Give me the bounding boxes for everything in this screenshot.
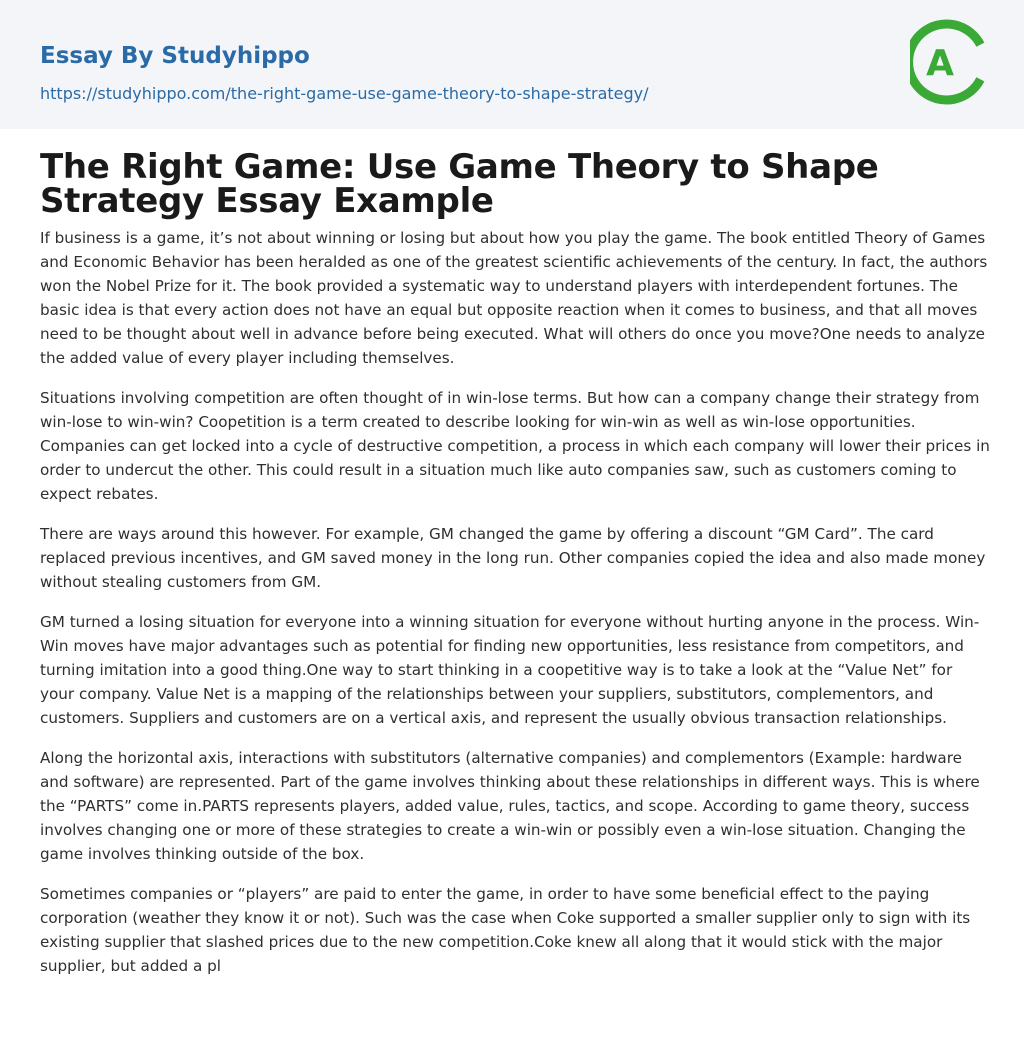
- article-paragraph-1: If business is a game, it’s not about winning or losing but about how you play the game. The book entitled Theory of Games and Economic Behavior has been heralded as one of the greatest scientific achievements of the century. In fact, the authors won the Nobel Prize for it. The book provided a systematic way to understand players with interdependent fortunes. The basic idea is that every action does not have an equal but opposite reaction when it comes to business, and that all moves need to be thought about well in advance before being executed. What will others do once you move?One needs to analyze the added value of every player including themselves.: [40, 229, 988, 367]
- source-url-link[interactable]: https://studyhippo.com/the-right-game-use-game-theory-to-shape-strategy/: [40, 84, 649, 103]
- article-paragraph-5: Along the horizontal axis, interactions with substitutors (alternative companies) and complementors (Example: hardware and software) are represented. Part of the game involves thinking about these relationships in different ways. This is where the “PARTS” come in.PARTS represents players, added value, rules, tactics, and scope. According to game theory, success involves changing one or more of these strategies to create a win-win or possibly even a win-lose situation. Changing the game involves thinking outside of the box.: [40, 749, 980, 863]
- site-header: [0, 0, 1024, 129]
- studyhippo-logo-icon: [910, 18, 988, 106]
- article: [40, 147, 990, 994]
- article-paragraph-6: Sometimes companies or “players” are paid to enter the game, in order to have some beneficial effect to the paying corporation (weather they know it or not). Such was the case when Coke supported a smaller supplier only to sign with its existing supplier that slashed prices due to the new competition.Coke knew all along that it would stick with the major supplier, but added a pl: [40, 885, 971, 975]
- article-paragraph-4: GM turned a losing situation for everyone into a winning situation for everyone without hurting anyone in the process. Win-Win moves have major advantages such as potential for finding new opportunities, less resistance from competitors, and turning imitation into a good thing.One way to start thinking in a coopetitive way is to take a look at the “Value Net” for your company. Value Net is a mapping of the relationships between your suppliers, substitutors, complementors, and customers. Suppliers and customers are on a vertical axis, and represent the usually obvious transaction relationships.: [40, 613, 980, 727]
- brand-title: Essay By Studyhippo: [40, 43, 310, 69]
- article-paragraph-3: There are ways around this however. For example, GM changed the game by offering a discount “GM Card”. The card replaced previous incentives, and GM saved money in the long run. Other companies copied the idea and also made money without stealing customers from GM.: [40, 525, 986, 591]
- article-paragraph-2: Situations involving competition are often thought of in win-lose terms. But how can a company change their strategy from win-lose to win-win? Coopetition is a term created to describe looking for win-win as well as win-lose opportunities. Companies can get locked into a cycle of destructive competition, a process in which each company will lower their prices in order to undercut the other. This could result in a situation much like auto companies saw, such as customers coming to expect rebates.: [40, 389, 990, 503]
- logo-letter: A: [926, 43, 954, 84]
- article-title: The Right Game: Use Game Theory to Shape Strategy Essay Example: [40, 147, 879, 221]
